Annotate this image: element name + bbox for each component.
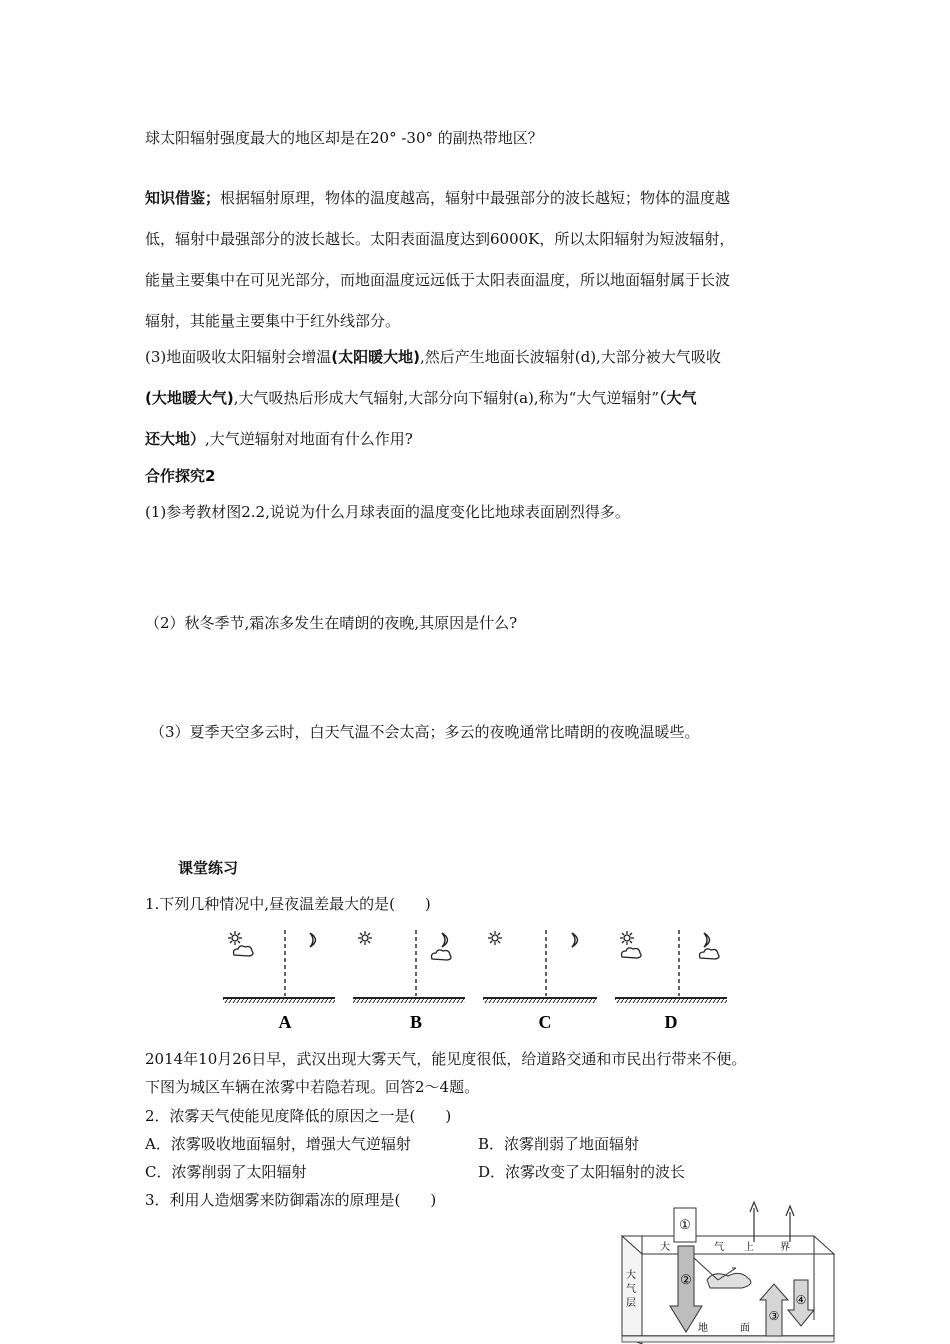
sun-icon: [228, 931, 242, 945]
cloud-icon: [432, 950, 452, 960]
label-4: ④: [795, 1293, 807, 1307]
atmosphere-diagram: [614, 1198, 850, 1344]
q2-option-d: D．浓雾改变了太阳辐射的波长: [478, 1163, 686, 1181]
coop-q3: （3）夏季天空多云时，白天气温不会太高；多云的夜晚通常比晴朗的夜晚温暖些。: [150, 723, 700, 741]
cloud-icon: [234, 946, 254, 956]
knowledge-line-1: 知识借鉴；根据辐射原理，物体的温度越高，辐射中最强部分的波长越短；物体的温度越: [145, 189, 731, 207]
q3-line-2: (大地暖大气),大气吸热后形成大气辐射,大部分向下辐射(a),称为“大气逆辐射”（大气: [145, 389, 697, 407]
sun-icon: [488, 931, 502, 945]
panel-d: [615, 930, 727, 1032]
knowledge-label: 知识借鉴；: [145, 189, 221, 207]
svg-text:地: 地: [698, 1323, 708, 1334]
practice-title: 课堂练习: [178, 859, 239, 877]
day-night-diagram: [215, 922, 735, 1034]
svg-text:大: 大: [626, 1270, 636, 1281]
para-continuation: 球太阳辐射强度最大的地区却是在20° -30° 的副热带地区？: [145, 129, 543, 147]
option-label: C: [538, 1012, 552, 1032]
moon-icon: [442, 933, 448, 947]
svg-text:面: 面: [740, 1323, 750, 1334]
label-1: ①: [679, 1217, 691, 1232]
sun-icon: [358, 931, 372, 945]
cloud-icon: [700, 949, 720, 959]
intro-line-2: 下图为城区车辆在浓雾中若隐若现。回答2～4题。: [145, 1078, 480, 1096]
svg-text:气: 气: [714, 1242, 724, 1253]
q3-line-1: (3)地面吸收太阳辐射会增温(太阳暖大地),然后产生地面长波辐射(d),大部分被大气吸收: [145, 348, 721, 366]
panel-b: [353, 930, 465, 1032]
q2-option-a: A．浓雾吸收地面辐射，增强大气逆辐射: [145, 1135, 411, 1153]
q3-line-3: 还大地）,大气逆辐射对地面有什么作用?: [145, 430, 413, 448]
moon-icon: [572, 933, 578, 947]
intro-line-1: 2014年10月26日早，武汉出现大雾天气，能见度很低，给道路交通和市民出行带来不便。: [145, 1050, 747, 1068]
practice-q3: 3．利用人造烟雾来防御霜冻的原理是( ): [145, 1191, 437, 1209]
cloud-icon: [622, 948, 642, 958]
q2-option-b: B．浓雾削弱了地面辐射: [478, 1135, 640, 1153]
knowledge-line-4: 辐射，其能量主要集中于红外线部分。: [145, 312, 401, 330]
q2-option-c: C．浓雾削弱了太阳辐射: [145, 1163, 307, 1181]
option-label: D: [664, 1012, 678, 1032]
svg-text:上: 上: [744, 1242, 754, 1253]
label-3: ③: [768, 1309, 780, 1323]
svg-text:大: 大: [660, 1242, 670, 1253]
svg-text:气: 气: [626, 1284, 636, 1295]
svg-text:层: 层: [626, 1298, 636, 1309]
coop-q1: (1)参考教材图2.2,说说为什么月球表面的温度变化比地球表面剧烈得多。: [145, 503, 630, 521]
knowledge-line-2: 低，辐射中最强部分的波长越长。太阳表面温度达到6000K，所以太阳辐射为短波辐射，: [145, 230, 735, 248]
sun-icon: [620, 931, 634, 945]
practice-q2: 2．浓雾天气使能见度降低的原因之一是( ): [145, 1107, 452, 1125]
moon-icon: [310, 933, 316, 947]
svg-text:界: 界: [780, 1242, 790, 1253]
coop-q2: （2）秋冬季节,霜冻多发生在晴朗的夜晚,其原因是什么?: [145, 614, 518, 632]
coop-title: 合作探究2: [145, 467, 216, 485]
panel-a: [223, 930, 335, 1032]
option-label: A: [278, 1012, 292, 1032]
knowledge-line-3: 能量主要集中在可见光部分，而地面温度远远低于太阳表面温度，所以地面辐射属于长波: [145, 271, 731, 289]
panel-c: [483, 930, 597, 1032]
practice-q1: 1.下列几种情况中,昼夜温差最大的是( ): [145, 895, 431, 913]
option-label: B: [409, 1012, 423, 1032]
moon-icon: [704, 933, 710, 947]
label-2: ②: [680, 1272, 692, 1287]
